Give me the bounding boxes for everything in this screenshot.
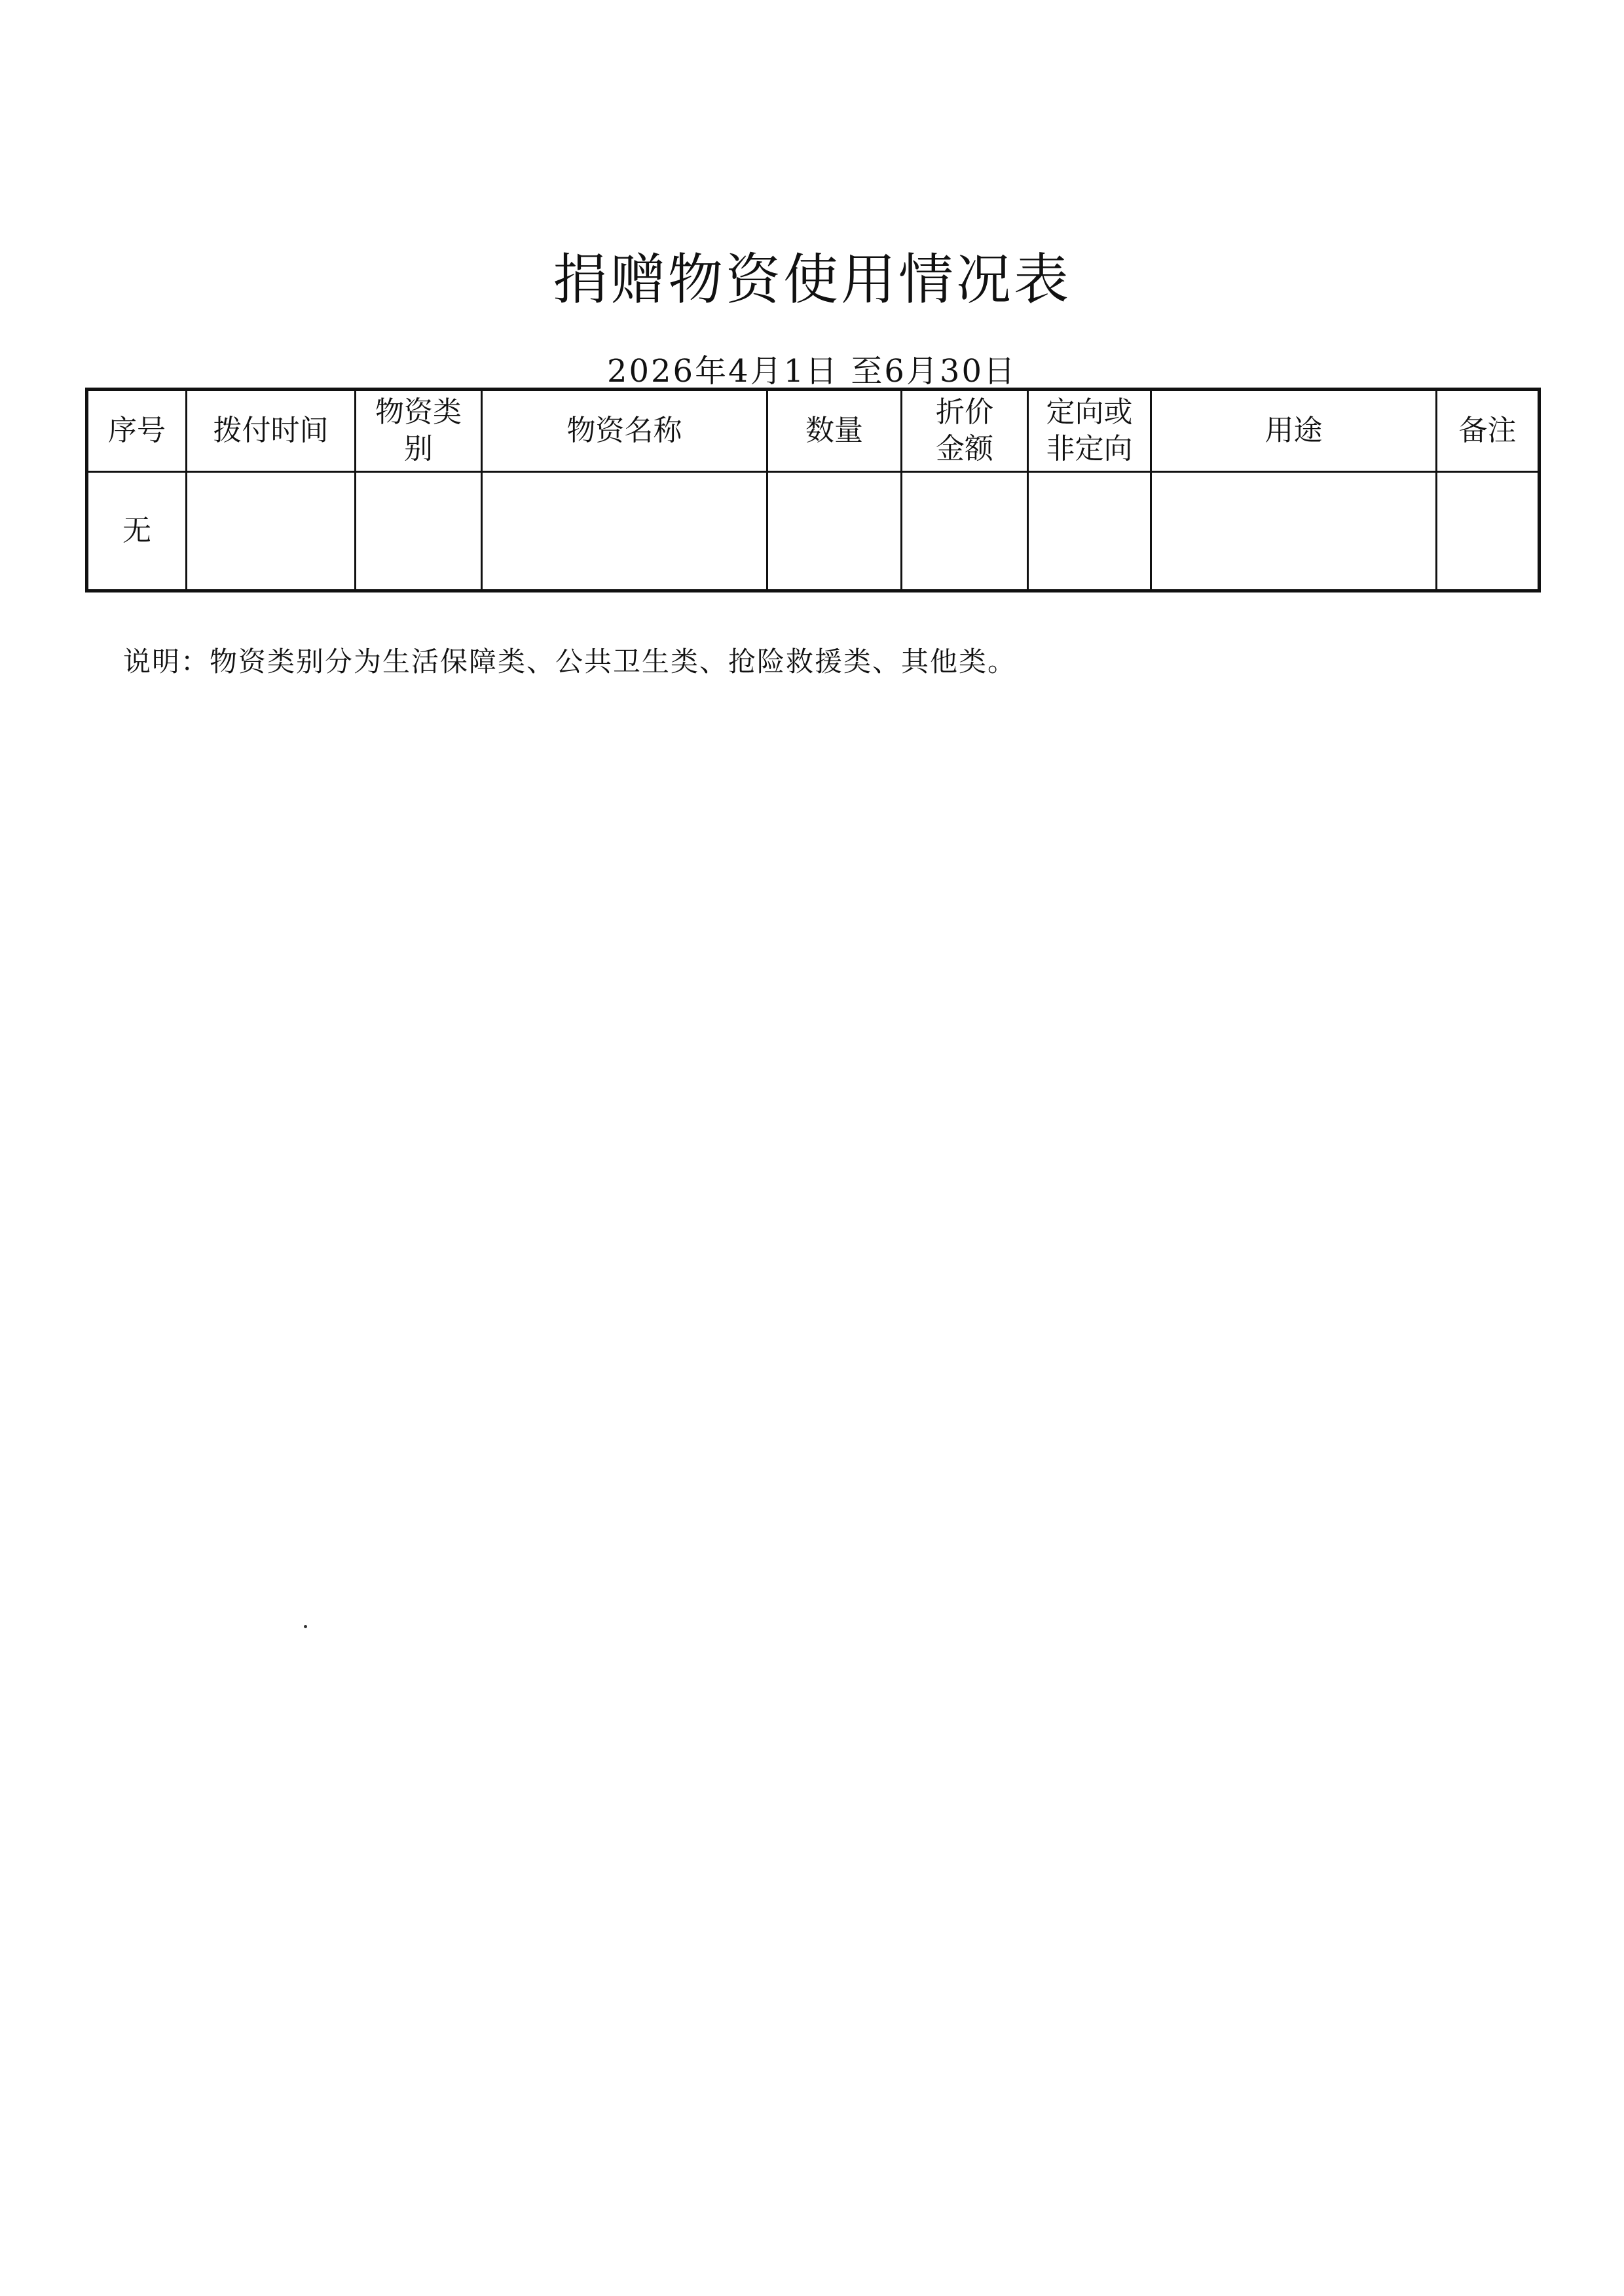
cell-category: [356, 472, 482, 591]
header-quantity: 数量: [767, 390, 902, 472]
cell-directed: [1028, 472, 1151, 591]
header-remarks: 备注: [1437, 390, 1540, 472]
cell-allocation-time: [187, 472, 356, 591]
cell-quantity: [767, 472, 902, 591]
header-name: 物资名称: [482, 390, 767, 472]
explanation-note: 说明：物资类别分为生活保障类、公共卫生类、抢险救援类、其他类。: [123, 646, 1017, 678]
header-category-line1: 物资类: [375, 395, 462, 429]
header-category-line2: 别: [404, 432, 433, 465]
header-category: [356, 390, 482, 472]
header-value: [902, 390, 1028, 472]
header-value-line1: 折价: [936, 395, 993, 429]
cell-name: [482, 472, 767, 591]
header-allocation-time: 拨付时间: [187, 390, 356, 472]
table-row: [87, 472, 1540, 591]
document-title: 捐赠物资使用情况表: [552, 247, 1071, 312]
header-directed-line2: 非定向: [1046, 432, 1133, 465]
cell-purpose: [1151, 472, 1437, 591]
header-purpose: 用途: [1151, 390, 1437, 472]
scan-speck: [304, 1625, 307, 1628]
header-serial: 序号: [87, 390, 187, 472]
cell-serial: 无: [87, 472, 187, 591]
table-header-row: [87, 390, 1540, 472]
report-period: 2026年4月1日 至6月30日: [606, 353, 1018, 390]
cell-value: [902, 472, 1028, 591]
header-value-line2: 金额: [936, 432, 993, 465]
header-directed-line1: 定向或: [1046, 395, 1133, 429]
donation-usage-table: [85, 388, 1541, 592]
header-directed: [1028, 390, 1151, 472]
cell-remarks: [1437, 472, 1540, 591]
